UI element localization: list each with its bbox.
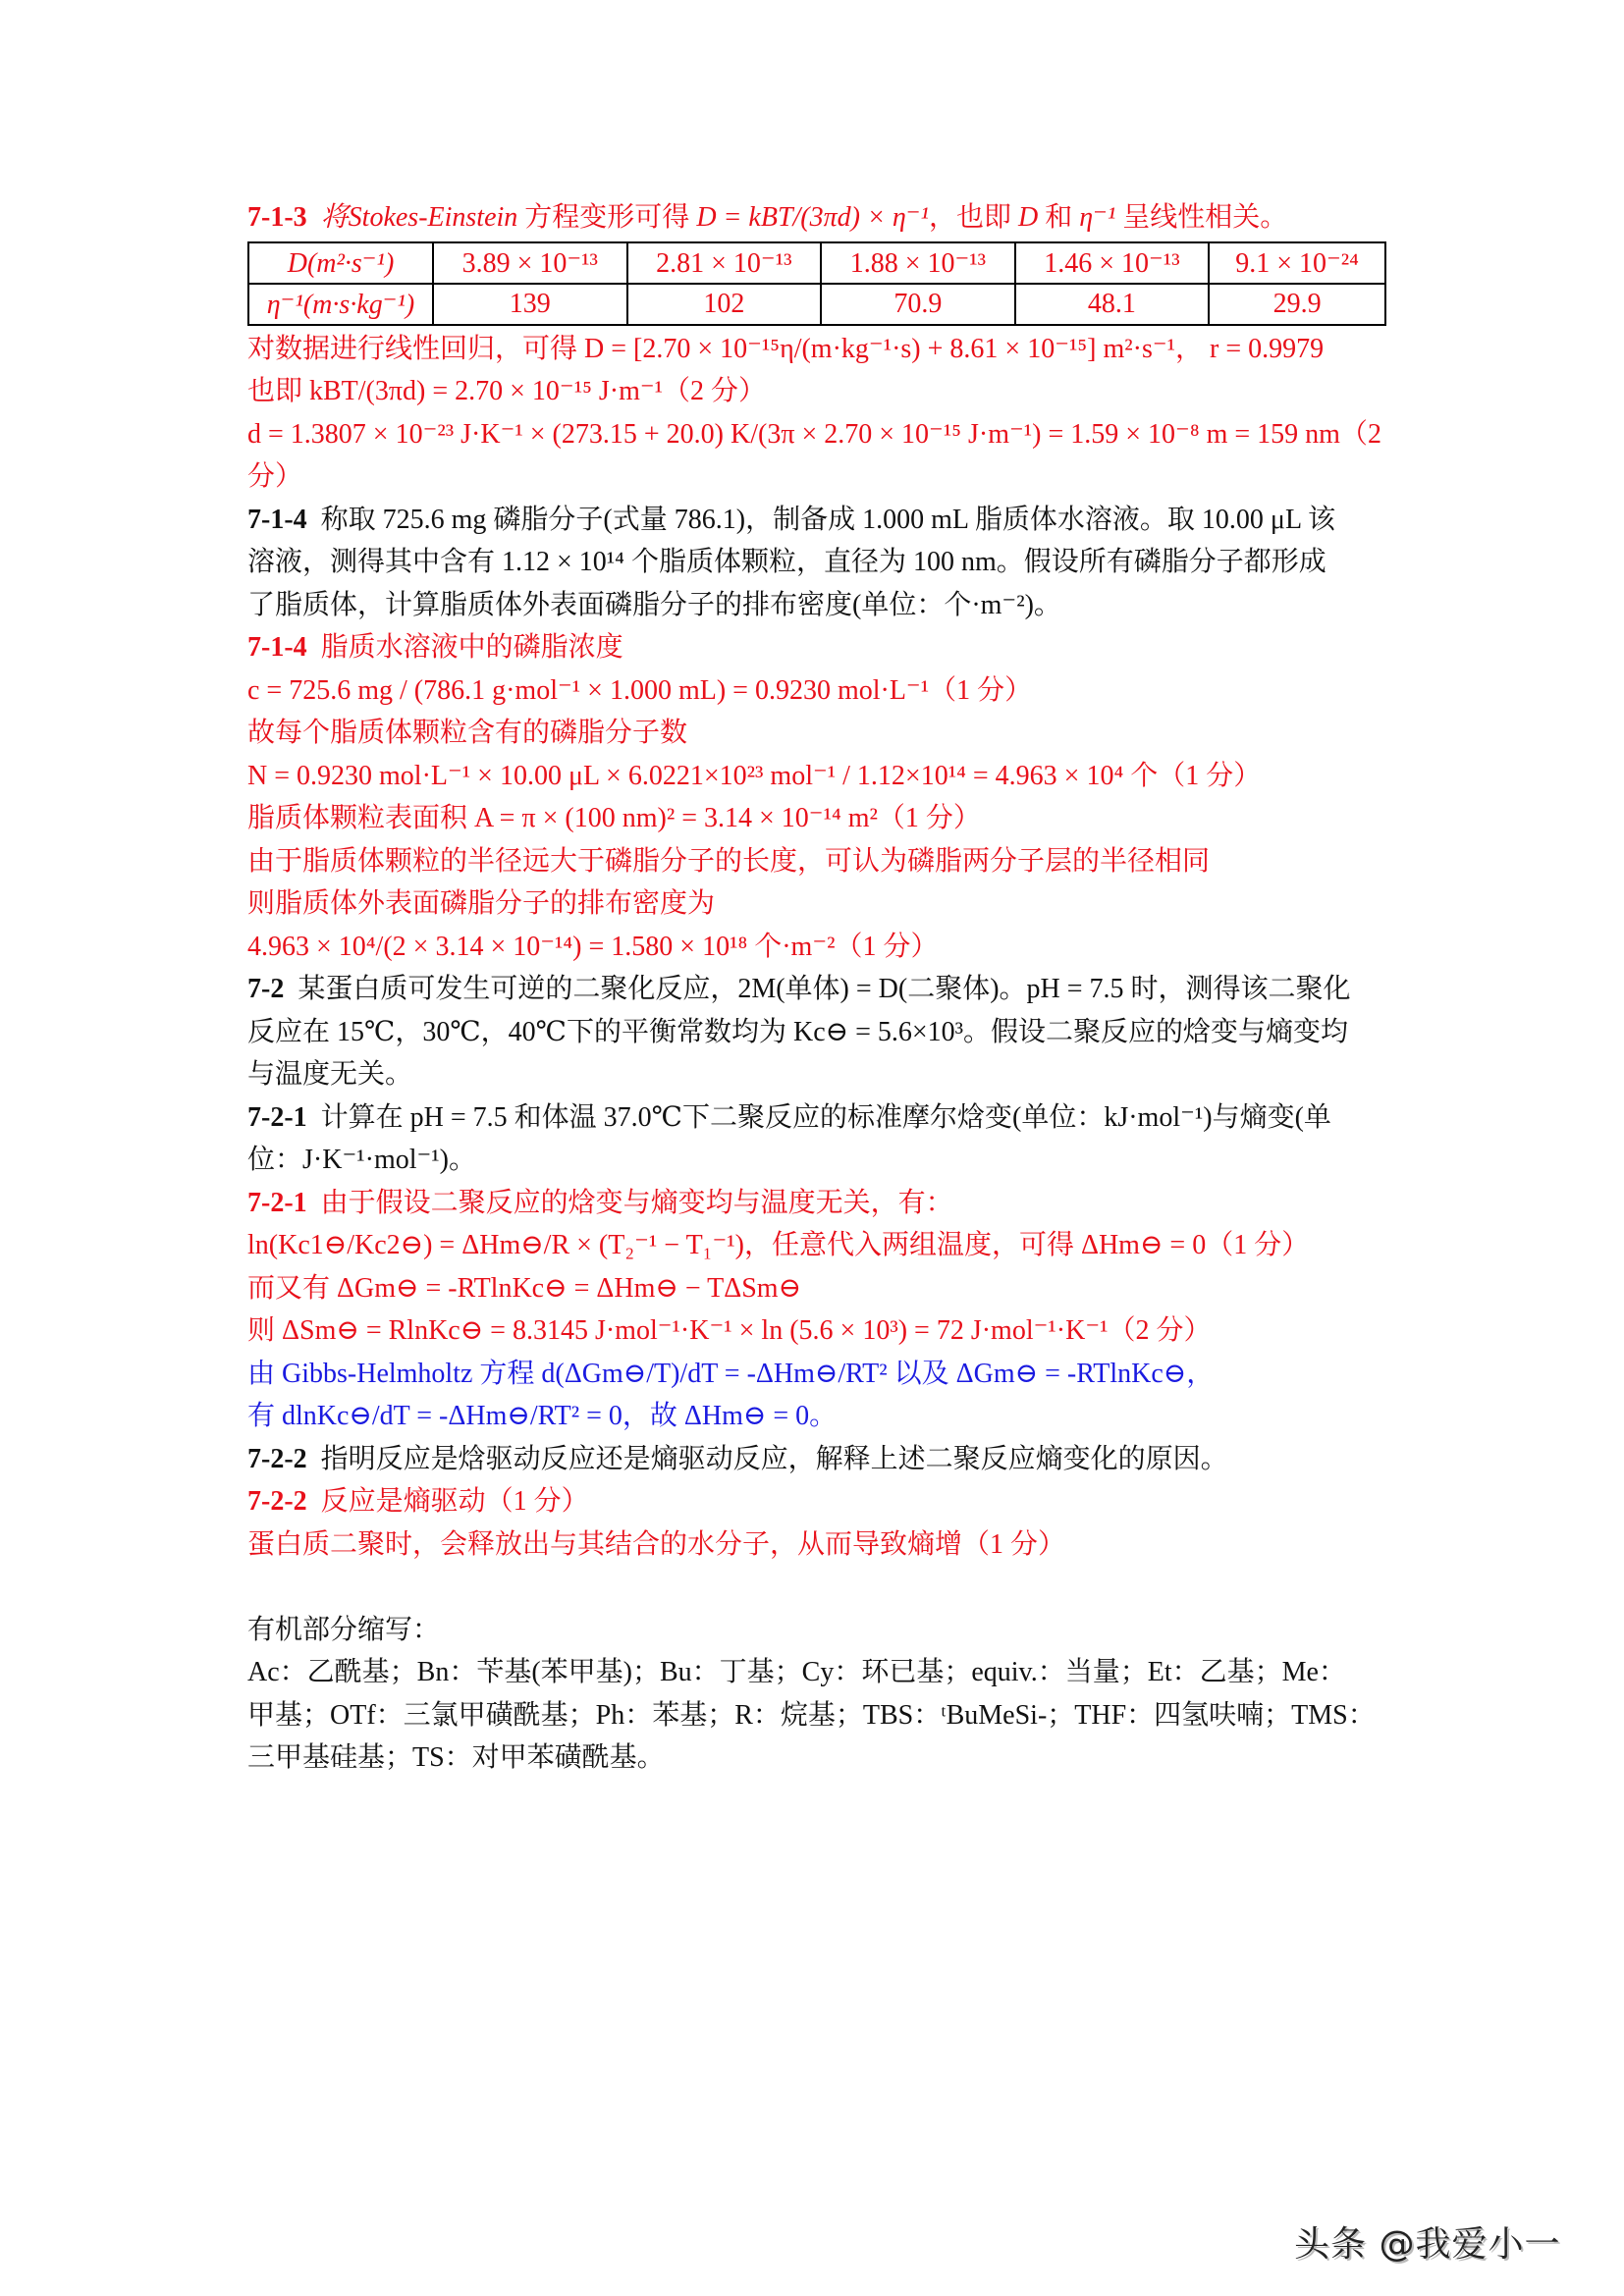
text: 将 (320, 202, 349, 233)
question-7-2-2 (247, 1438, 1386, 1481)
equation: D = kBT/(3πd) × η⁻¹ (696, 202, 929, 233)
text: 称取 725.6 mg 磷脂分子(式量 786.1)，制备成 1.000 mL 脂质体水溶液。取 10.00 μL 该 (320, 504, 1336, 535)
equation-line-2: 而又有 ΔGm⊖ = -RTlnKc⊖ = ΔHm⊖ − TΔSm⊖ (247, 1272, 802, 1304)
diameter-line-1: d = 1.3807 × 10⁻²³ J·K⁻¹ × (273.15 + 20.0) K/(3π × 2.70 × 10⁻¹⁵ J·m⁻¹) = 1.59 × 10⁻⁸ m = 159 nm（2 (247, 418, 1381, 450)
reason-line: 由于脂质体颗粒的半径远大于磷脂分子的长度，可认为磷脂两分子层的半径相同 (247, 845, 1211, 877)
table-cell: 139 (433, 284, 627, 325)
question-7-2-line-1 (247, 968, 1386, 1011)
section-label: 7-2-2 (247, 1486, 307, 1517)
document-page (247, 196, 1386, 1780)
equation-name: Stokes-Einstein (348, 202, 518, 233)
text: 反应是熵驱动（1 分） (320, 1486, 589, 1517)
question-7-1-4-line-3: 了脂质体，计算脂质体外表面磷脂分子的排布密度(单位：个·m⁻²)。 (247, 589, 1061, 620)
answer-7-1-4-title (247, 626, 1386, 669)
concentration-line: c = 725.6 mg / (786.1 g·mol⁻¹ × 1.000 mL) = 0.9230 mol·L⁻¹（1 分） (247, 674, 1033, 706)
question-7-2-1-line-2: 位：J·K⁻¹·mol⁻¹)。 (247, 1145, 476, 1175)
alt-solution-line-1: 由 Gibbs-Helmholtz 方程 d(ΔGm⊖/T)/dT = -ΔHm⊖/RT² 以及 ΔGm⊖ = -RTlnKc⊖， (247, 1358, 1215, 1389)
count-line: N = 0.9230 mol·L⁻¹ × 10.00 μL × 6.0221×10²³ mol⁻¹ / 1.12×10¹⁴ = 4.963 × 10⁴ 个（1 分） (247, 760, 1262, 791)
table-cell: 1.88 × 10⁻¹³ (821, 242, 1015, 284)
table-cell: 1.46 × 10⁻¹³ (1015, 242, 1210, 284)
text: 方程变形可得 (524, 202, 690, 233)
text: 脂质水溶液中的磷脂浓度 (320, 632, 623, 663)
table-row (248, 242, 1385, 284)
table-cell: 3.89 × 10⁻¹³ (433, 242, 627, 284)
variable: η⁻¹ (1079, 202, 1116, 233)
text: 计算在 pH = 7.5 和体温 37.0℃下二聚反应的标准摩尔焓变(单位：kJ·mol⁻¹)与熵变(单 (320, 1101, 1331, 1133)
area-line: 脂质体颗粒表面积 A = π × (100 nm)² = 3.14 × 10⁻¹⁴ m²（1 分） (247, 803, 981, 833)
section-label: 7-2-2 (247, 1443, 307, 1474)
section-label: 7-1-3 (247, 202, 307, 233)
question-7-1-4-line-2: 溶液，测得其中含有 1.12 × 10¹⁴ 个脂质体颗粒，直径为 100 nm。假设所有磷脂分子都形成 (247, 547, 1326, 577)
text: 和 (1045, 202, 1073, 233)
answer-7-1-3-intro (247, 196, 1386, 240)
text: 由于假设二聚反应的焓变与熵变均与温度无关，有： (320, 1187, 953, 1218)
answer-7-2-2-reason: 蛋白质二聚时，会释放出与其结合的水分子，从而导致熵增（1 分） (247, 1528, 1066, 1560)
abbreviations-line-1: Ac：乙酰基；Bn：苄基(苯甲基)；Bu：丁基；Cy：环已基；equiv.：当量；Et：乙基；Me： (247, 1657, 1346, 1687)
abbreviations-line-3: 三甲基硅基；TS：对甲苯磺酰基。 (247, 1742, 665, 1773)
count-intro-line: 故每个脂质体颗粒含有的磷脂分子数 (247, 718, 688, 748)
equation-line-3: 则 ΔSm⊖ = RlnKc⊖ = 8.3145 J·mol⁻¹·K⁻¹ × ln (5.6 × 10³) = 72 J·mol⁻¹·K⁻¹（2 分） (247, 1315, 1212, 1346)
question-7-2-line-3: 与温度无关。 (247, 1059, 413, 1090)
table-cell: 70.9 (821, 284, 1015, 325)
section-label: 7-2 (247, 974, 285, 1004)
alt-solution-line-2: 有 dlnKc⊖/dT = -ΔHm⊖/RT² = 0，故 ΔHm⊖ = 0。 (247, 1401, 838, 1431)
abbreviations-title: 有机部分缩写： (247, 1614, 441, 1645)
regression-line: 对数据进行线性回归，可得 D = [2.70 × 10⁻¹⁵η/(m·kg⁻¹·s) + 8.61 × 10⁻¹⁵] m²·s⁻¹， r = 0.9979 (247, 333, 1325, 364)
diffusion-viscosity-table (247, 241, 1386, 326)
density-intro-line: 则脂质体外表面磷脂分子的排布密度为 (247, 888, 716, 919)
section-label: 7-2-1 (247, 1187, 307, 1218)
slope-line: 也即 kBT/(3πd) = 2.70 × 10⁻¹⁵ J·m⁻¹（2 分） (247, 376, 767, 406)
table-cell: 2.81 × 10⁻¹³ (627, 242, 822, 284)
spacer (247, 1566, 1386, 1609)
density-line: 4.963 × 10⁴/(2 × 3.14 × 10⁻¹⁴) = 1.580 × 10¹⁸ 个·m⁻²（1 分） (247, 931, 939, 962)
section-label: 7-2-1 (247, 1101, 307, 1133)
question-7-2-1-line-1 (247, 1096, 1386, 1140)
text: 指明反应是焓驱动反应还是熵驱动反应，解释上述二聚反应熵变化的原因。 (320, 1443, 1228, 1474)
question-7-2-line-2: 反应在 15℃，30℃，40℃下的平衡常数均为 Kc⊖ = 5.6×10³。假设二聚反应的焓变与熵变均 (247, 1016, 1349, 1047)
abbreviations-line-2: 甲基；OTf：三氯甲磺酰基；Ph：苯基；R：烷基；TBS：ᵗBuMeSi-；THF：四氢呋喃；TMS： (247, 1699, 1376, 1731)
table-cell: 29.9 (1209, 284, 1385, 325)
answer-7-2-2 (247, 1480, 1386, 1523)
section-label: 7-1-4 (247, 504, 307, 535)
row-header-D: D(m²·s⁻¹) (248, 242, 433, 284)
variable: D (1017, 202, 1039, 233)
text: 某蛋白质可发生可逆的二聚化反应，2M(单体) = D(二聚体)。pH = 7.5 时，测得该二聚化 (298, 974, 1351, 1004)
row-header-eta: η⁻¹(m·s·kg⁻¹) (248, 284, 433, 325)
text: ，也即 (928, 202, 1011, 233)
table-cell: 102 (627, 284, 822, 325)
equation-line-1: ln(Kc1⊖/Kc2⊖) = ΔHm⊖/R × (T₂⁻¹ − T₁⁻¹)，任意代入两组温度，可得 ΔHm⊖ = 0（1 分） (247, 1230, 1310, 1260)
question-7-1-4-line-1 (247, 499, 1386, 542)
answer-7-2-1-title (247, 1182, 1386, 1225)
diameter-line-2: 分） (247, 461, 303, 492)
table-row (248, 284, 1385, 325)
watermark: 头条 @我爱小一 (1294, 2224, 1561, 2265)
section-label: 7-1-4 (247, 632, 307, 663)
text: 呈线性相关。 (1122, 202, 1288, 233)
table-cell: 9.1 × 10⁻²⁴ (1209, 242, 1385, 284)
table-cell: 48.1 (1015, 284, 1210, 325)
